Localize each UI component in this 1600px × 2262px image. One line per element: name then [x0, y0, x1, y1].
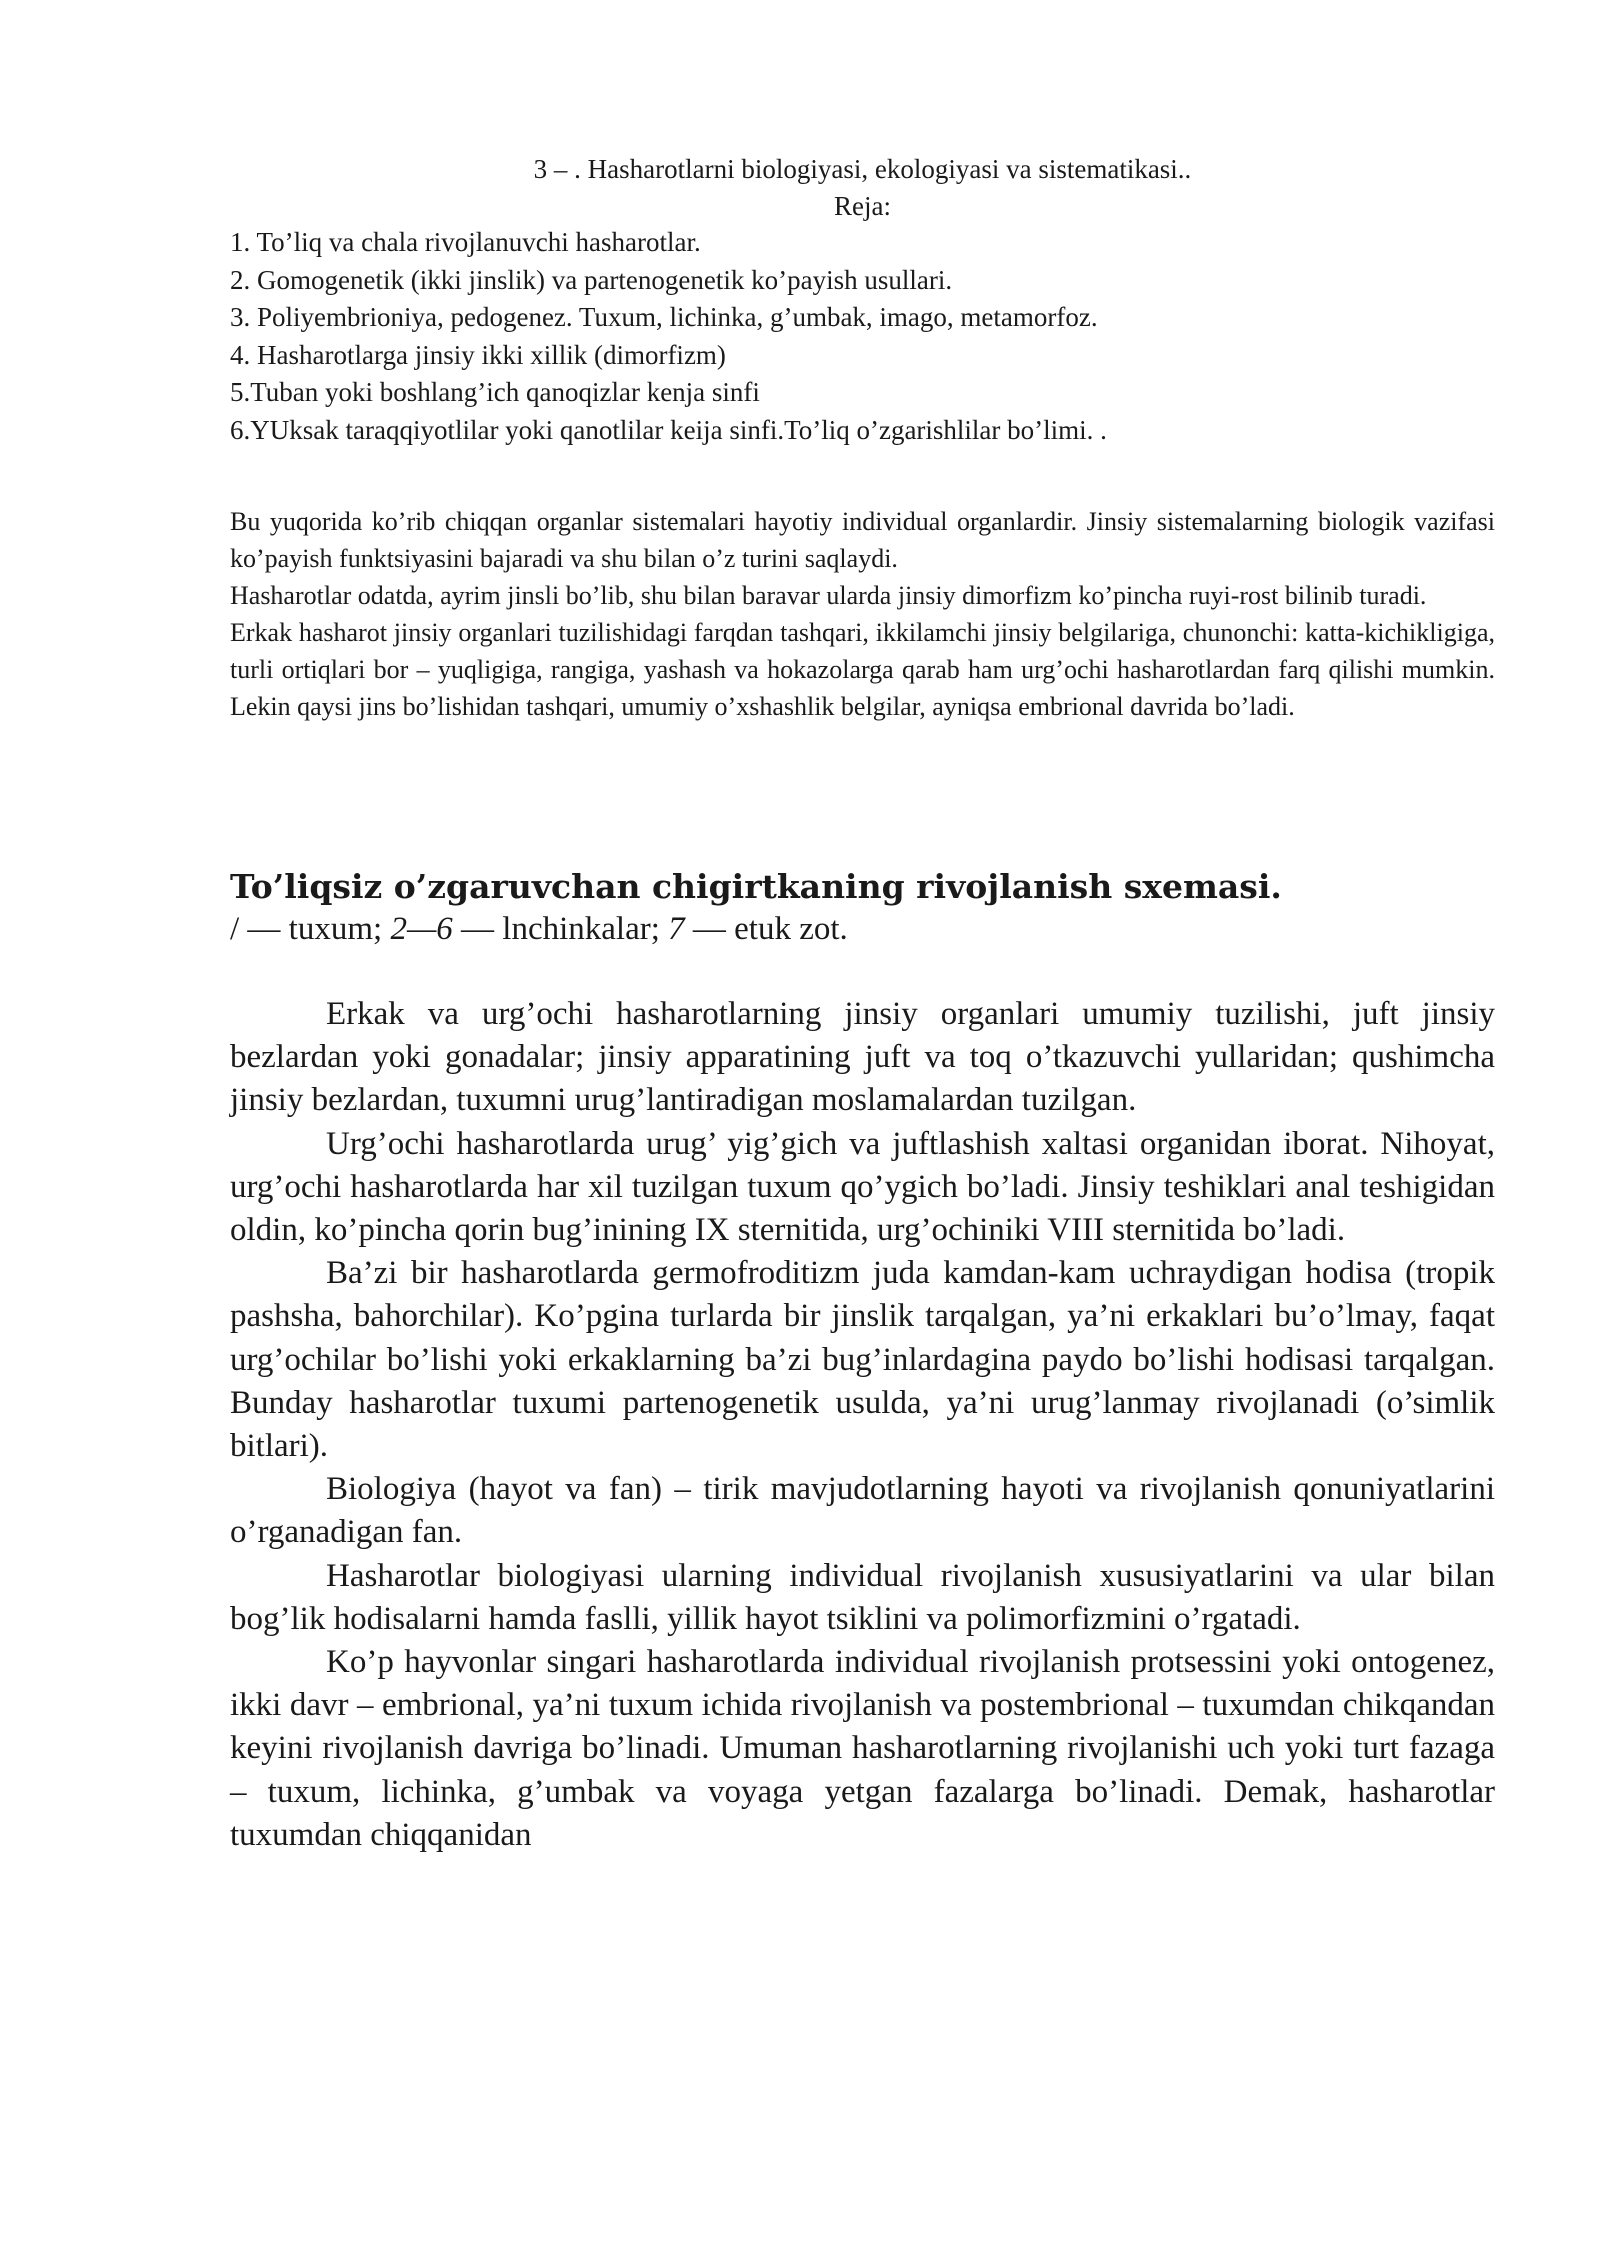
body-paragraph: Erkak va urg’ochi hasharotlarning jinsiy organlari umumiy tuzilishi, juft jinsiy bezlardan yoki gonadalar; jinsiy apparatining juft va toq o’tkazuvchi yullaridan; qushimcha jinsiy bezlardan, tuxumni urug’lantiradigan moslamalardan tuzilgan. — [230, 996, 1495, 1119]
plan-item: 3. Poliyembrioniya, pedogenez. Tuxum, lichinka, g’umbak, imago, metamorfoz. — [230, 302, 1098, 332]
intro-paragraph: Hasharotlar odatda, ayrim jinsli bo’lib, shu bilan baravar ularda jinsiy dimorfizm ko’pincha ruyi-rost bilinib turadi. — [230, 581, 1427, 610]
plan-item: 5.Tuban yoki boshlang’ich qanoqizlar kenja sinfi — [230, 377, 760, 407]
document-page — [230, 150, 1495, 1857]
body-paragraph: Urg’ochi hasharotlarda urug’ yig’gich va juftlashish xaltasi organidan iborat. Nihoyat, urg’ochi hasharotlarda har xil tuzilgan tuxum qo’ygich bo’ladi. Jinsiy teshiklari anal teshigidan oldin, ko’pincha qorin bug’inining IX sternitida, urg’ochiniki VIII sternitida bo’ladi. — [230, 1125, 1495, 1249]
intro-paragraph: Erkak hasharot jinsiy organlari tuzilishidagi farqdan tashqari, ikkilamchi jinsiy belgilariga, chunonchi: katta-kichikligiga, turli ortiqlari bor – yuqligiga, rangiga, yashash va hokazolarga qarab ham urg’ochi hasharotlardan farq qilishi mumkin. Lekin qaysi jins bo’lishidan tashqari, umumiy o’xshashlik belgilar, ayniqsa embrional davrida bo’ladi. — [230, 618, 1495, 721]
intro-paragraph: Bu yuqorida ko’rib chiqqan organlar sistemalari hayotiy individual organlardir. Jinsiy sistemalarning biologik vazifasi ko’payish funktsiyasini bajaradi va shu bilan o’z turini saqlaydi. — [230, 507, 1495, 573]
plan-item: 6.YUksak taraqqiyotlilar yoki qanotlilar keija sinfi.To’liq o’zgarishlilar bo’limi. . — [230, 414, 1107, 445]
plan-item: 2. Gomogenetik (ikki jinslik) va partenogenetik ko’payish usullari. — [230, 264, 953, 295]
body-paragraph: Biologiya (hayot va fan) – tirik mavjudotlarning hayoti va rivojlanish qonuniyatlarini o’rganadigan fan. — [230, 1471, 1495, 1551]
intro-section — [230, 503, 1495, 725]
caption-text: — lnchinkalar; — [452, 911, 669, 947]
body-paragraph: Ba’zi bir hasharotlarda germofroditizm juda kamdan-kam uchraydigan hodisa (tropik pashsha, bahorchilar). Ko’pgina turlarda bir jinslik tarqalgan, ya’ni erkaklari bu’o’lmay, faqat urg’ochilar bo’lishi yoki erkaklarning ba’zi bug’inlardagina paydo bo’lishi hodisasi tarqalgan. Bunday hasharotlar tuxumi partenogenetik usulda, ya’ni urug’lanmay rivojlanadi (o’simlik bitlari). — [230, 1255, 1495, 1465]
caption-text: — etuk zot. — [684, 911, 848, 947]
body-section — [230, 993, 1495, 1857]
body-paragraph: Hasharotlar biologiyasi ularning individual rivojlanish xususiyatlarini va ular bilan bog’lik hodisalarni hamda faslli, yillik hayot tsiklini va polimorfizmini o’rgatadi. — [230, 1557, 1495, 1637]
plan-item: 1. To’liq va chala rivojlanuvchi hasharotlar. — [230, 227, 701, 257]
plan-list — [230, 224, 1495, 449]
plan-item: 4. Hasharotlarga jinsiy ikki xillik (dimorfizm) — [230, 339, 726, 370]
figure-caption — [230, 909, 1495, 949]
figure-heading: To’liqsiz o’zgaruvchan chigirtkaning rivojlanish sxemasi. — [230, 867, 1282, 906]
body-paragraph: Ko’p hayvonlar singari hasharotlarda individual rivojlanish protsessini yoki ontogenez, ikki davr – embrional, ya’ni tuxum ichida rivojlanish va postembrional – tuxumdan chikqandan keyini rivojlanish davriga bo’linadi. Umuman hasharotlarning rivojlanishi uch yoki turt fazaga – tuxum, lichinka, g’umbak va voyaga yetgan fazalarga bo’linadi. Demak, hasharotlar tuxumdan chiqqanidan — [230, 1644, 1495, 1853]
document-title: 3 – . Hasharotlarni biologiyasi, ekologiyasi va sistematikasi.. — [533, 154, 1192, 184]
caption-number: 7 — [668, 911, 685, 947]
caption-text: / — tuxum; — [230, 911, 391, 947]
plan-label: Reja: — [834, 191, 891, 221]
caption-number: 2—6 — [390, 911, 453, 947]
